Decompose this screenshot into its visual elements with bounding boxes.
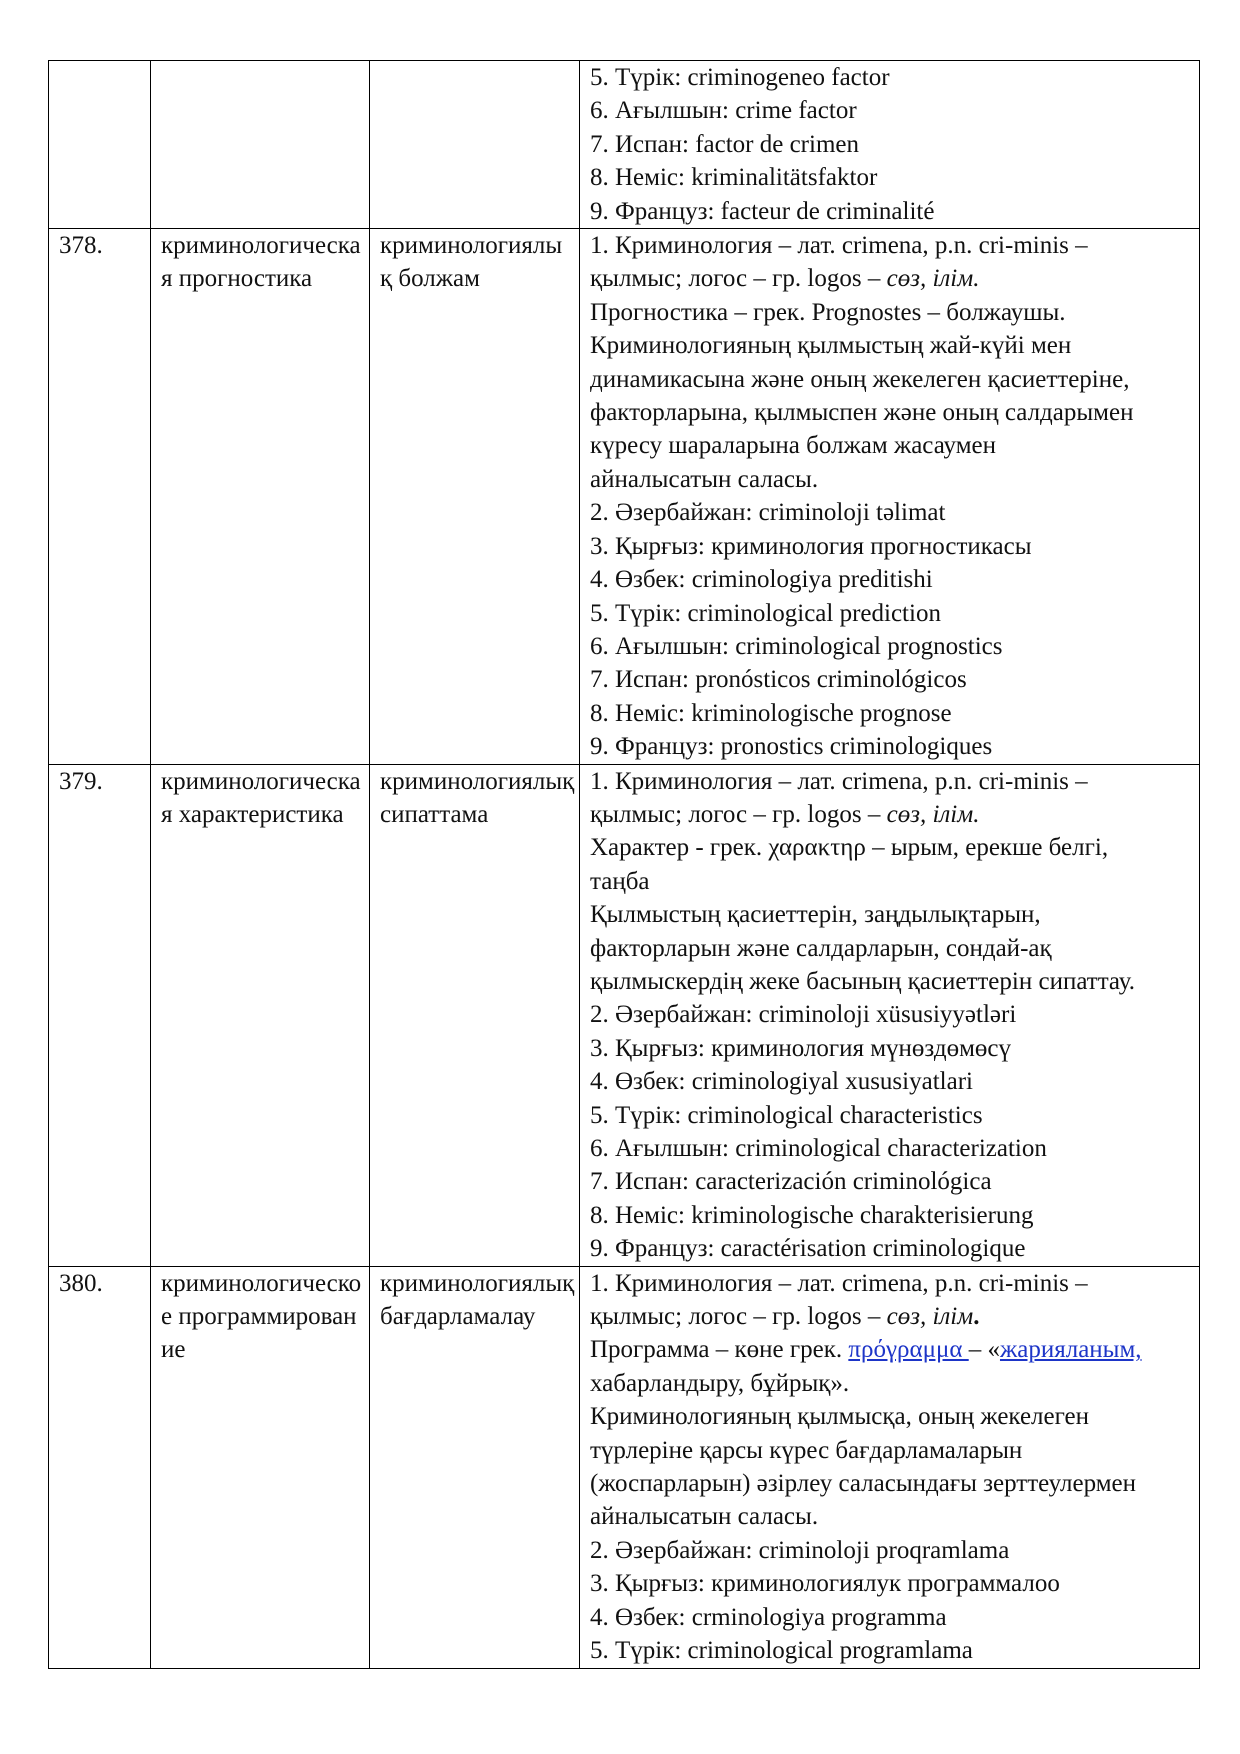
definition-line: 8. Неміс: kriminologische charakterisierung <box>590 1201 1034 1229</box>
russian-term: криминологическое программирование <box>151 1266 370 1668</box>
definition-cell <box>580 1266 1200 1668</box>
definition-line: 6. Ағылшын: crime factor <box>590 97 857 125</box>
table-row <box>49 61 1200 229</box>
definition-line: факторларын және салдарларын, сондай-ақ <box>590 934 1052 962</box>
etymology-line: 1. Криминология – лат. crimena, р.n. cri-minis – <box>590 232 1088 260</box>
etymology-italic: сөз, ілім. <box>886 800 980 828</box>
etymology-line <box>590 798 1193 831</box>
definition-cell <box>580 229 1200 765</box>
kazakh-term: криминологиялық болжам <box>370 229 580 765</box>
definition-line: 3. Қырғыз: криминологиялук программалоо <box>590 1570 1060 1598</box>
definition-line: хабарландыру, бұйрық». <box>590 1369 850 1397</box>
definition-line: қылмыскердің жеке басының қасиеттерін сипаттау. <box>590 967 1136 995</box>
etymology-line: 1. Криминология – лат. crimena, р.n. cri-minis – <box>590 1269 1088 1297</box>
definition-line: 5. Түрік: criminological prediction <box>590 599 941 627</box>
definition-line: 3. Қырғыз: криминология прогностикасы <box>590 532 1032 560</box>
definition-line: (жоспарларын) әзірлеу саласындағы зерттеулермен <box>590 1470 1136 1498</box>
program-prefix: Программа – көне грек. <box>590 1336 849 1364</box>
definition-line: 9. Француз: facteur de criminalité <box>590 197 935 225</box>
etymology-bold: . <box>973 1303 980 1331</box>
definition-line: 9. Француз: pronostics criminologiques <box>590 733 993 761</box>
definition-line: 8. Неміс: kriminalitätsfaktor <box>590 164 878 192</box>
etymology-line: 1. Криминология – лат. crimena, р.n. cri-minis – <box>590 767 1088 795</box>
etymology-italic: сөз, ілім <box>886 1303 974 1331</box>
kazakh-term: криминологиялық бағдарламалау <box>370 1266 580 1668</box>
table-row <box>49 229 1200 765</box>
definition-line: Криминологияның қылмысқа, оның жекелеген <box>590 1403 1090 1431</box>
russian-term: криминологическая прогностика <box>151 229 370 765</box>
definition-line: 2. Әзербайжан: criminoloji proqramlama <box>590 1536 1010 1564</box>
definition-line: 4. Өзбек: crminologiya programma <box>590 1603 947 1631</box>
definition-cell <box>580 61 1200 229</box>
kazakh-term: криминологиялық сипаттама <box>370 764 580 1266</box>
kazakh-term <box>370 61 580 229</box>
etymology-text: қылмыс; логос – гр. logos – <box>590 265 887 293</box>
etymology-text: қылмыс; логос – гр. logos – <box>590 800 887 828</box>
definition-line: 6. Ағылшын: criminological prognostics <box>590 632 1003 660</box>
definition-line: 4. Өзбек: criminologiyal xususiyatlari <box>590 1068 973 1096</box>
definition-line: 2. Әзербайжан: criminoloji xüsusiyyətləri <box>590 1001 1017 1029</box>
definition-line: Прогностика – грек. Prognostes – болжаушы. <box>590 298 1066 326</box>
definition-line: 3. Қырғыз: криминология мүнөздөмөсү <box>590 1034 1011 1062</box>
definition-line: динамикасына және оның жекелеген қасиеттеріне, <box>590 365 1130 393</box>
russian-term: криминологическая характеристика <box>151 764 370 1266</box>
definition-line: түрлеріне қарсы күрес бағдарламаларын <box>590 1436 1023 1464</box>
definition-line: күресу шараларына болжам жасаумен <box>590 432 997 460</box>
etymology-italic: сөз, ілім. <box>886 265 980 293</box>
table-row <box>49 764 1200 1266</box>
entry-number: 378. <box>49 229 151 765</box>
definition-line: Характер - грек. χαρακτηρ – ырым, ерекше белгі, <box>590 834 1109 862</box>
entry-number: 379. <box>49 764 151 1266</box>
definition-line: айналысатын саласы. <box>590 1503 819 1531</box>
translation-link[interactable]: жарияланым, <box>999 1336 1142 1364</box>
definition-line: Қылмыстың қасиеттерін, заңдылықтарын, <box>590 901 1041 929</box>
definition-line: 7. Испан: pronósticos criminológicos <box>590 666 967 694</box>
definition-line: 5. Түрік: criminological programlama <box>590 1637 973 1665</box>
etymology-line <box>590 1300 1193 1333</box>
etymology-text: қылмыс; логос – гр. logos – <box>590 1303 887 1331</box>
russian-term <box>151 61 370 229</box>
definition-line: 5. Түрік: criminogeneo factor <box>590 64 890 91</box>
definition-cell <box>580 764 1200 1266</box>
definition-line: 5. Түрік: criminological characteristics <box>590 1101 983 1129</box>
definition-line: 4. Өзбек: criminologiya preditishi <box>590 566 933 594</box>
etymology-line <box>590 262 1193 295</box>
definition-line: 6. Ағылшын: criminological characterization <box>590 1135 1047 1162</box>
definition-line: факторларына, қылмыспен және оның салдарымен <box>590 399 1134 427</box>
definition-line: таңба <box>590 867 650 895</box>
definition-line: 2. Әзербайжан: criminoloji təlimat <box>590 499 946 527</box>
definition-line: Криминологияның қылмыстың жай-күйі мен <box>590 332 1072 360</box>
definition-line: айналысатын саласы. <box>590 465 819 493</box>
definition-line: 7. Испан: factor de crimen <box>590 130 859 158</box>
table-row <box>49 1266 1200 1668</box>
definition-line: 9. Француз: caractérisation criminologique <box>590 1235 1026 1263</box>
greek-term-link[interactable]: πρόγραμμα <box>848 1336 969 1364</box>
program-mid: – « <box>968 1336 1000 1364</box>
program-line <box>590 1333 1193 1366</box>
definition-line: 7. Испан: caracterización criminológica <box>590 1168 992 1196</box>
entry-number: 380. <box>49 1266 151 1668</box>
dictionary-table <box>48 60 1200 1669</box>
entry-number <box>49 61 151 229</box>
definition-line: 8. Неміс: kriminologische prognose <box>590 699 952 727</box>
